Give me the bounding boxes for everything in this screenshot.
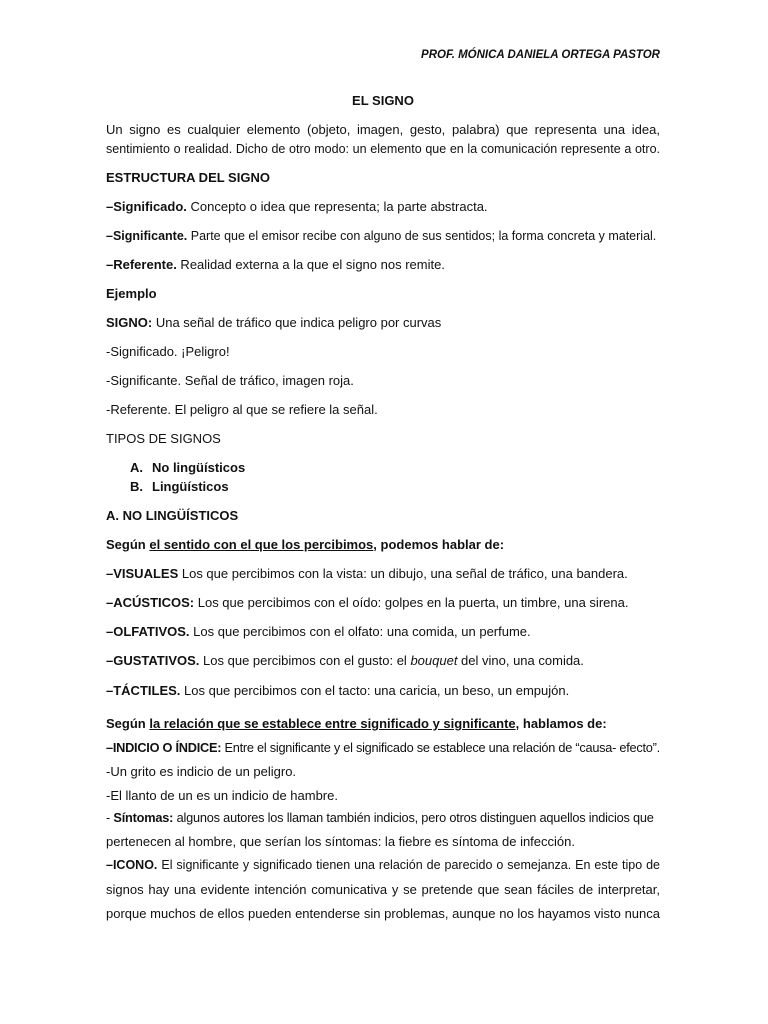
sintomas-pre: - (106, 810, 114, 825)
list-marker: A. (130, 460, 143, 475)
def-significado: Concepto o idea que representa; la parte abstracta. (186, 199, 488, 214)
tipo-acusticos (106, 595, 660, 611)
def-acusticos: Los que percibimos con el oído: golpes en la puerta, un timbre, una sirena. (194, 595, 629, 610)
term-gustativos: –GUSTATIVOS. (106, 653, 200, 668)
term-referente: –Referente. (106, 257, 177, 272)
estructura-significado (106, 199, 660, 215)
term-tactiles: –TÁCTILES. (106, 683, 181, 698)
tipo-visuales (106, 566, 660, 582)
page-title: EL SIGNO (352, 93, 414, 108)
tipo-olfativos (106, 624, 660, 640)
relacion-post: , hablamos de: (515, 716, 607, 731)
relacion-underlined: la relación que se establece entre significado y significante (149, 716, 516, 731)
relacion-icono-3: porque muchos de ellos pueden entenderse sin problemas, aunque no los hayamos visto nunca (106, 906, 660, 921)
term-significante: –Significante. (106, 229, 188, 243)
page-header: PROF. MÓNICA DANIELA ORTEGA PASTOR (421, 49, 660, 61)
relacion-pre: Según (106, 716, 150, 731)
tipos-heading: TIPOS DE SIGNOS (106, 431, 221, 446)
def-icono: El significante y significado tienen una relación de parecido o semejanza. En este tipo de (157, 858, 660, 872)
def-indicio: Entre el significante y el significado se establece una relación de “causa- efecto”. (221, 740, 660, 755)
term-sintomas: Síntomas: (113, 810, 174, 825)
estructura-referente (106, 257, 660, 273)
list-item-label: Lingüísticos (152, 479, 229, 494)
def-tactiles: Los que percibimos con el tacto: una caricia, un beso, un empujón. (180, 683, 570, 698)
term-significado: –Significado. (106, 199, 187, 214)
tipos-item (130, 460, 684, 476)
def-olfativos: Los que percibimos con el olfato: una comida, un perfume. (189, 624, 531, 639)
relacion-indicio (106, 740, 660, 756)
sentido-underlined: el sentido con el que los percibimos (149, 537, 374, 552)
term-acusticos: –ACÚSTICOS: (106, 595, 195, 610)
ejemplo-line-3: -Referente. El peligro al que se refiere la señal. (106, 402, 378, 417)
relacion-sintomas-2: pertenecen al hombre, que serían los síntomas: la fiebre es síntoma de infección. (106, 834, 575, 849)
ejemplo-signo (106, 315, 660, 331)
relacion-sintomas (106, 810, 660, 826)
ejemplo-line-2: -Significante. Señal de tráfico, imagen roja. (106, 373, 354, 388)
term-olfativos: –OLFATIVOS. (106, 624, 190, 639)
def-gustativos-pre: Los que percibimos con el gusto: el (199, 653, 411, 668)
term-indicio: –INDICIO O ÍNDICE: (106, 740, 222, 755)
tipo-tactiles (106, 683, 660, 699)
relacion-llanto: -El llanto de un es un indicio de hambre. (106, 788, 338, 803)
def-significante: Parte que el emisor recibe con alguno de sus sentidos; la forma concreta y material. (187, 229, 657, 243)
def-gustativos-italic: bouquet (410, 653, 458, 668)
ejemplo-signo-label: SIGNO: (106, 315, 153, 330)
term-icono: –ICONO. (106, 858, 158, 872)
def-referente: Realidad externa a la que el signo nos remite. (176, 257, 445, 272)
relacion-icono-2: signos hay una evidente intención comunicativa y se pretende que sean fáciles de interpretar, (106, 882, 660, 897)
estructura-significante (106, 228, 660, 244)
sentido-post: , podemos hablar de: (373, 537, 505, 552)
intro-line-1: Un signo es cualquier elemento (objeto, imagen, gesto, palabra) que representa una idea, (106, 122, 660, 137)
relacion-grito: -Un grito es indicio de un peligro. (106, 764, 297, 779)
tipo-gustativos (106, 653, 660, 669)
no-ling-heading: A. NO LINGÜÍSTICOS (106, 508, 239, 523)
estructura-heading: ESTRUCTURA DEL SIGNO (106, 170, 270, 185)
tipos-item (130, 479, 684, 495)
def-visuales: Los que percibimos con la vista: un dibujo, una señal de tráfico, una bandera. (178, 566, 628, 581)
ejemplo-signo-text: Una señal de tráfico que indica peligro por curvas (152, 315, 442, 330)
sentido-heading (106, 537, 660, 553)
ejemplo-heading: Ejemplo (106, 286, 157, 301)
ejemplo-line-1: -Significado. ¡Peligro! (106, 344, 230, 359)
term-visuales: –VISUALES (106, 566, 179, 581)
relacion-icono (106, 857, 660, 873)
intro-line-2: sentimiento o realidad. Dicho de otro modo: un elemento que en la comunicación represente a otro. (106, 142, 660, 156)
def-sintomas: algunos autores los llaman también indicios, pero otros distinguen aquellos indicios que (173, 810, 654, 825)
def-gustativos-post: del vino, una comida. (457, 653, 584, 668)
list-item-label: No lingüísticos (152, 460, 246, 475)
list-marker: B. (130, 479, 143, 494)
relacion-heading (106, 716, 660, 732)
sentido-pre: Según (106, 537, 150, 552)
